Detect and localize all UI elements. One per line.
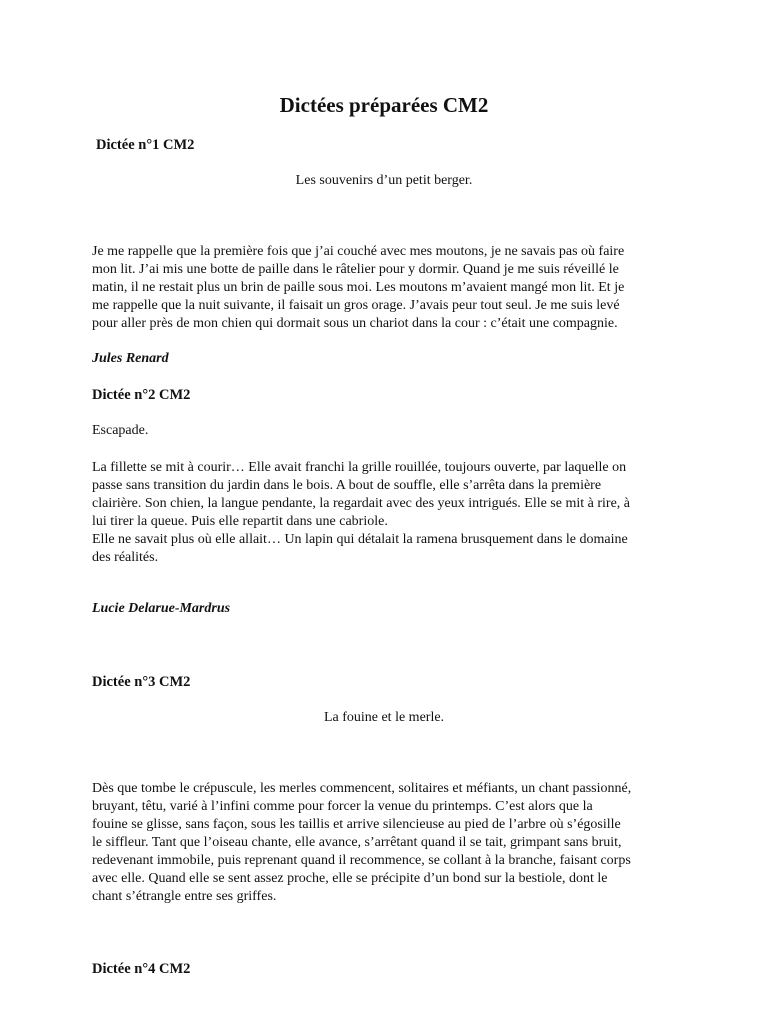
- text-line: Elle ne savait plus où elle allait… Un lapin qui détalait la ramena brusquement dans le domaine: [92, 532, 628, 547]
- text-line: mon lit. J’ai mis une botte de paille dans le râtelier pour y dormir. Quand je me suis réveillé le: [92, 262, 619, 277]
- text-line: le siffleur. Tant que l’oiseau chante, elle avance, s’arrêtant quand il se tait, grimpant sans bruit,: [92, 835, 622, 850]
- dictee-2-text: [92, 459, 682, 567]
- text-line: des réalités.: [92, 550, 159, 565]
- dictee-1-subtitle: Les souvenirs d’un petit berger.: [295, 173, 473, 188]
- text-line: avec elle. Quand elle se sent assez proche, elle se précipite d’un bond sur la bestiole, dont le: [92, 871, 608, 886]
- text-line: lui tirer la queue. Puis elle repartit dans une cabriole.: [92, 514, 388, 529]
- text-line: clairière. Son chien, la langue pendante, la regardait avec des yeux intrigués. Elle se mit à rire, à: [92, 496, 630, 511]
- dictee-1-text: [92, 243, 682, 333]
- text-line: Je me rappelle que la première fois que j’ai couché avec mes moutons, je ne savais pas où faire: [92, 244, 625, 259]
- dictee-4-heading: Dictée n°4 CM2: [92, 961, 191, 977]
- text-line: chant s’étrangle entre ses griffes.: [92, 889, 277, 904]
- text-line: pour aller près de mon chien qui dormait sous un chariot dans la cour : c’était une compagnie.: [92, 316, 618, 331]
- text-line: Dès que tombe le crépuscule, les merles commencent, solitaires et méfiants, un chant passionné,: [92, 781, 632, 796]
- dictee-3-text: [92, 780, 682, 906]
- text-line: bruyant, têtu, varié à l’infini comme pour forcer la venue du printemps. C’est alors que la: [92, 799, 593, 814]
- text-line: matin, il ne restait plus un brin de paille sous moi. Les moutons m’avaient mangé mon lit. Et je: [92, 280, 625, 295]
- dictee-3-heading: Dictée n°3 CM2: [92, 674, 191, 690]
- text-line: redevenant immobile, puis reprenant quand il recommence, se collant à la branche, faisant corps: [92, 853, 631, 868]
- dictee-2-author: Lucie Delarue-Mardrus: [92, 601, 231, 616]
- text-line: La fillette se mit à courir… Elle avait franchi la grille rouillée, toujours ouverte, par laquelle on: [92, 460, 627, 475]
- dictee-1-author: Jules Renard: [92, 351, 169, 366]
- text-line: passe sans transition du jardin dans le bois. A bout de souffle, elle s’arrêta dans la première: [92, 478, 602, 493]
- dictee-1-heading: Dictée n°1 CM2: [96, 137, 195, 153]
- dictee-2-heading: Dictée n°2 CM2: [92, 387, 191, 403]
- dictee-3-subtitle: La fouine et le merle.: [323, 710, 445, 725]
- dictee-2-subtitle: Escapade.: [92, 423, 149, 438]
- document-title: Dictées préparées CM2: [279, 93, 489, 117]
- text-line: fouine se glisse, sans façon, sous les taillis et arrive silencieuse au pied de l’arbre où s’égosille: [92, 817, 621, 832]
- text-line: me rappelle que la nuit suivante, il faisait un gros orage. J’avais peur tout seul. Je me suis levé: [92, 298, 620, 313]
